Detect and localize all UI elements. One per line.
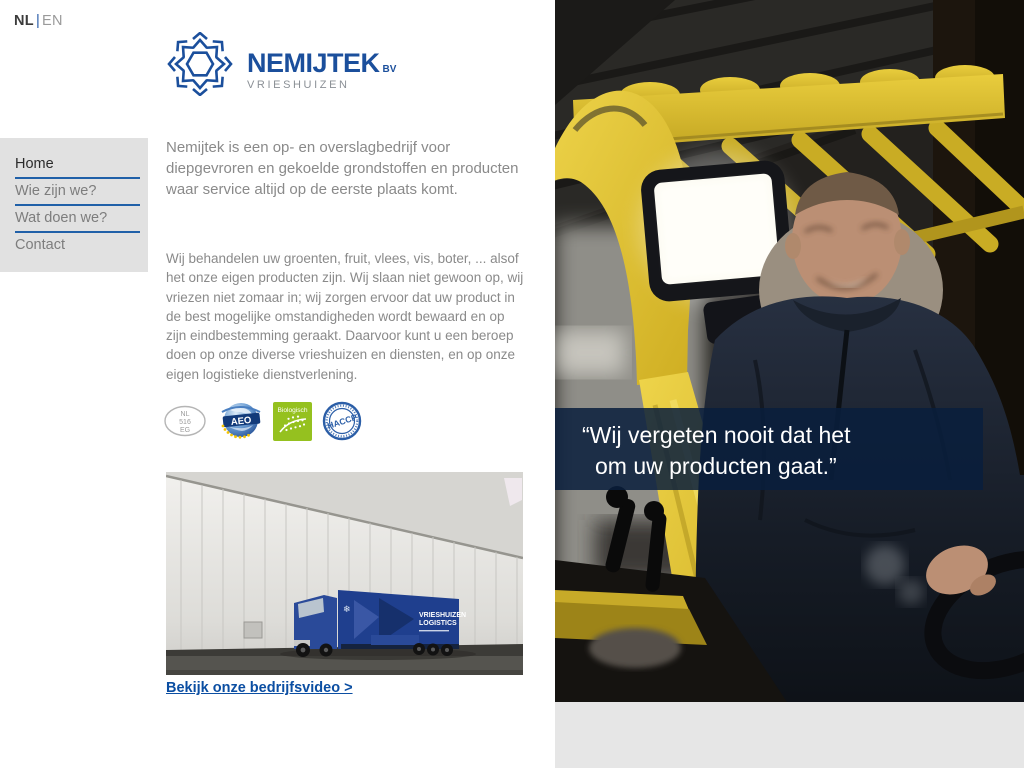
forklift-driver-photo [555,0,1024,702]
lang-en-link[interactable]: EN [42,13,63,29]
body-paragraph: Wij behandelen uw groenten, fruit, vlees, vis, boter, ... alsof het onze eigen producten zijn. Wij slaan niet gewoon op, wij vriezen niet zomaar in; wij zorgen ervoor dat uw product in de best mogelijke omstandigheden wordt bewaard en op zijn eindbestemming geraakt. Daarvoor kunt u een beroep doen op onze diverse vrieshuizen en diensten, en op onze eigen logistieke dienstverlening. [166,251,524,382]
lang-divider: | [35,13,41,29]
language-switcher [14,13,63,29]
certification-badges [163,400,372,447]
lang-nl-link[interactable]: NL [14,13,34,29]
aeo-badge-icon [216,400,264,447]
svg-text:HACCP: HACCP [326,411,359,431]
haccp-badge-icon [321,401,363,446]
eu-approval-badge-icon [163,404,207,443]
sidebar-item-contact[interactable]: Contact [15,237,65,253]
organic-biologisch-badge-icon [273,402,312,446]
sidebar-item-home[interactable]: Home [15,152,140,179]
quote-line-1: “Wij vergeten nooit dat het [582,422,851,448]
quote-banner [555,408,983,490]
quote-line-2: om uw producten gaat.” [595,453,837,479]
svg-text:Biologisch: Biologisch [277,406,308,414]
svg-text:EG: EG [179,427,191,434]
svg-text:NL: NL [180,411,190,418]
logo-wordmark: NEMIJTEK [247,47,380,78]
logo[interactable] [167,32,396,96]
svg-text:❄: ❄ [343,605,351,615]
bottom-strip [555,702,1024,768]
logo-subtitle: VRIESHUIZEN [247,78,350,91]
company-video-link[interactable]: Bekijk onze bedrijfsvideo > [166,680,353,696]
sidebar-item-wat-doen-we[interactable]: Wat doen we? [15,206,140,233]
svg-text:AEO: AEO [230,414,252,429]
sidebar-nav [0,138,148,272]
logo-text [247,38,396,91]
svg-text:LOGISTICS: LOGISTICS [419,620,457,627]
intro-paragraph: Nemijtek is een op- en overslagbedrijf voor diepgevroren en gekoelde grondstoffen en producten waar service altijd op de eerste plaats komt. [166,139,519,198]
warehouse-truck-image [166,472,523,675]
logo-bv: BV [382,63,397,75]
svg-text:516: 516 [179,419,191,426]
snowflake-logo-icon [167,32,233,96]
svg-text:VRIESHUIZEN: VRIESHUIZEN [419,612,467,619]
sidebar-item-wie-zijn-we[interactable]: Wie zijn we? [15,179,140,206]
